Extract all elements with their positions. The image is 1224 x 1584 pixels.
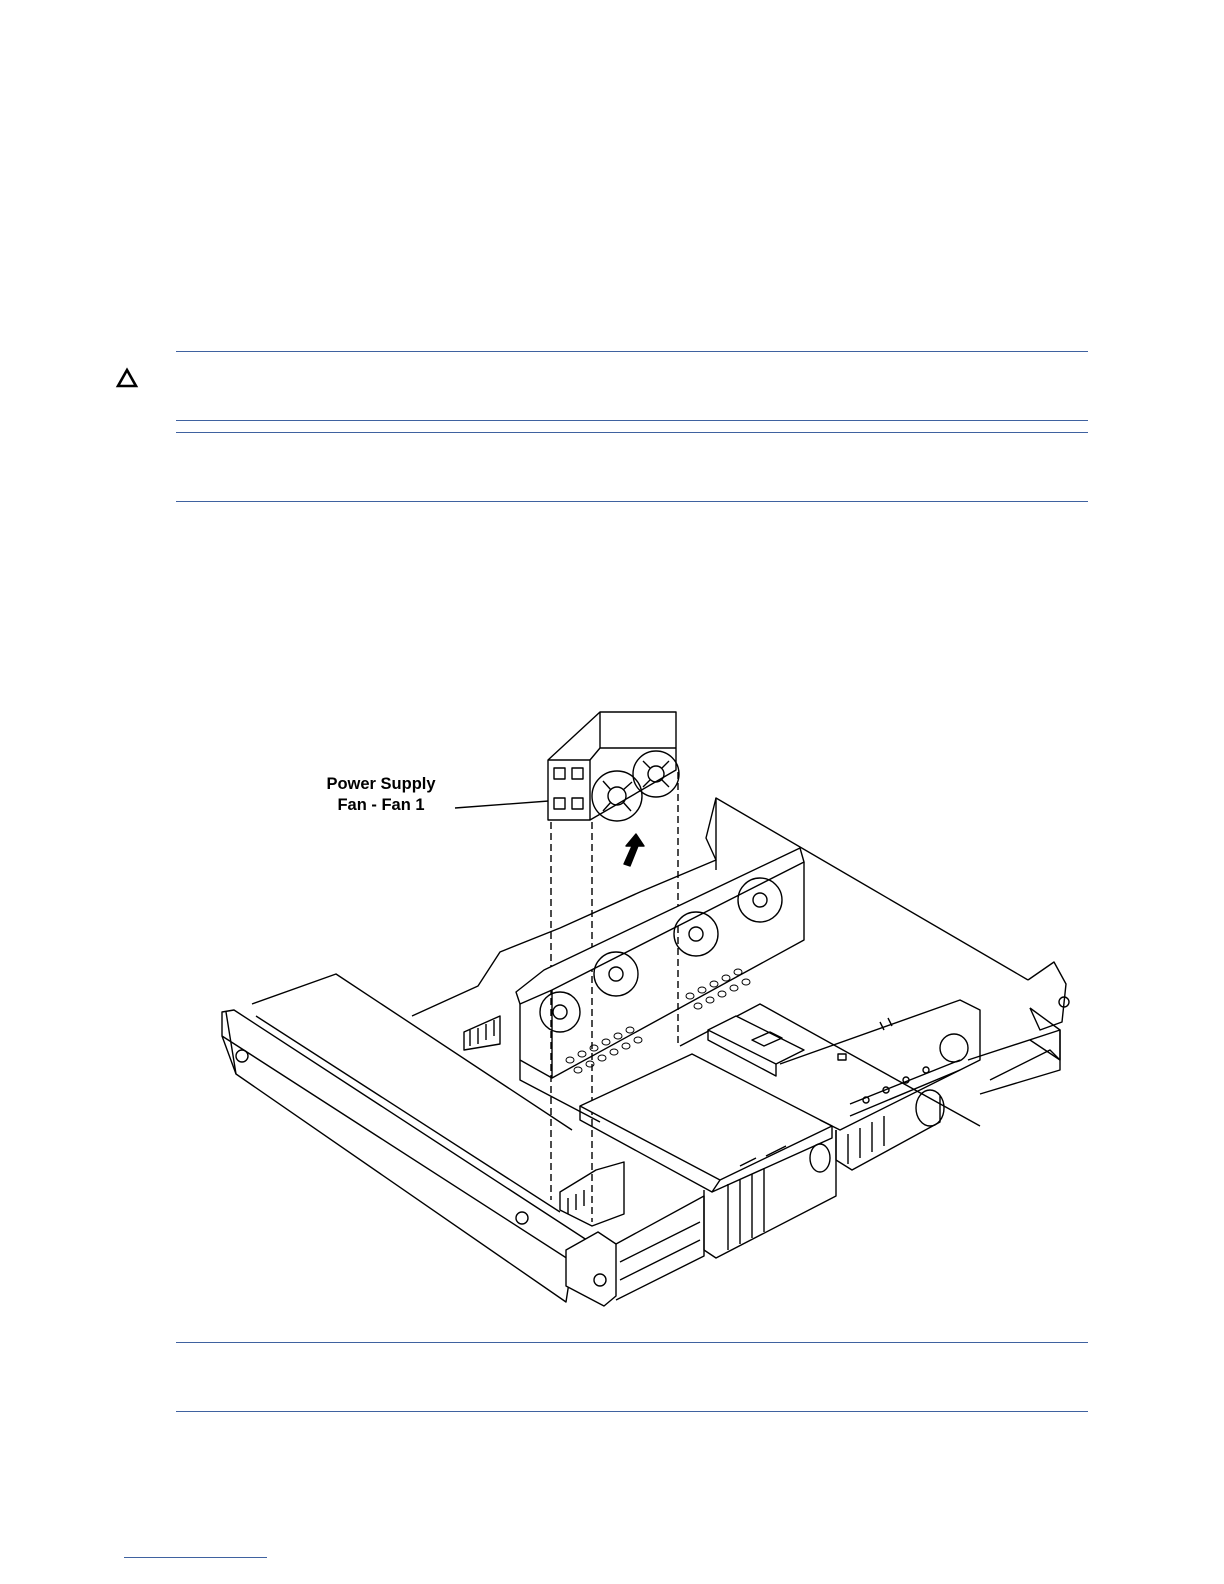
front-bezel-left (566, 1196, 704, 1306)
caution-bottom-rule (176, 420, 1088, 421)
caution-triangle-icon (115, 367, 139, 389)
note2-top-rule (176, 1342, 1088, 1343)
note2-bottom-rule (176, 1411, 1088, 1412)
note-top-rule (176, 432, 1088, 433)
callout-line-1: Power Supply (326, 775, 436, 793)
chassis-left-panel (222, 974, 596, 1302)
callout-line-2: Fan - Fan 1 (337, 796, 425, 814)
callout-leader-line (455, 800, 562, 808)
up-arrow-icon (624, 834, 644, 866)
alignment-guides (551, 772, 678, 1222)
caution-top-rule (176, 351, 1088, 352)
note-bottom-rule (176, 501, 1088, 502)
power-supply-fan-module (548, 712, 679, 821)
power-supply-block (560, 1162, 624, 1226)
footer-rule (124, 1557, 267, 1558)
optical-drive (580, 1054, 836, 1258)
power-supply-fan-callout (310, 774, 452, 816)
